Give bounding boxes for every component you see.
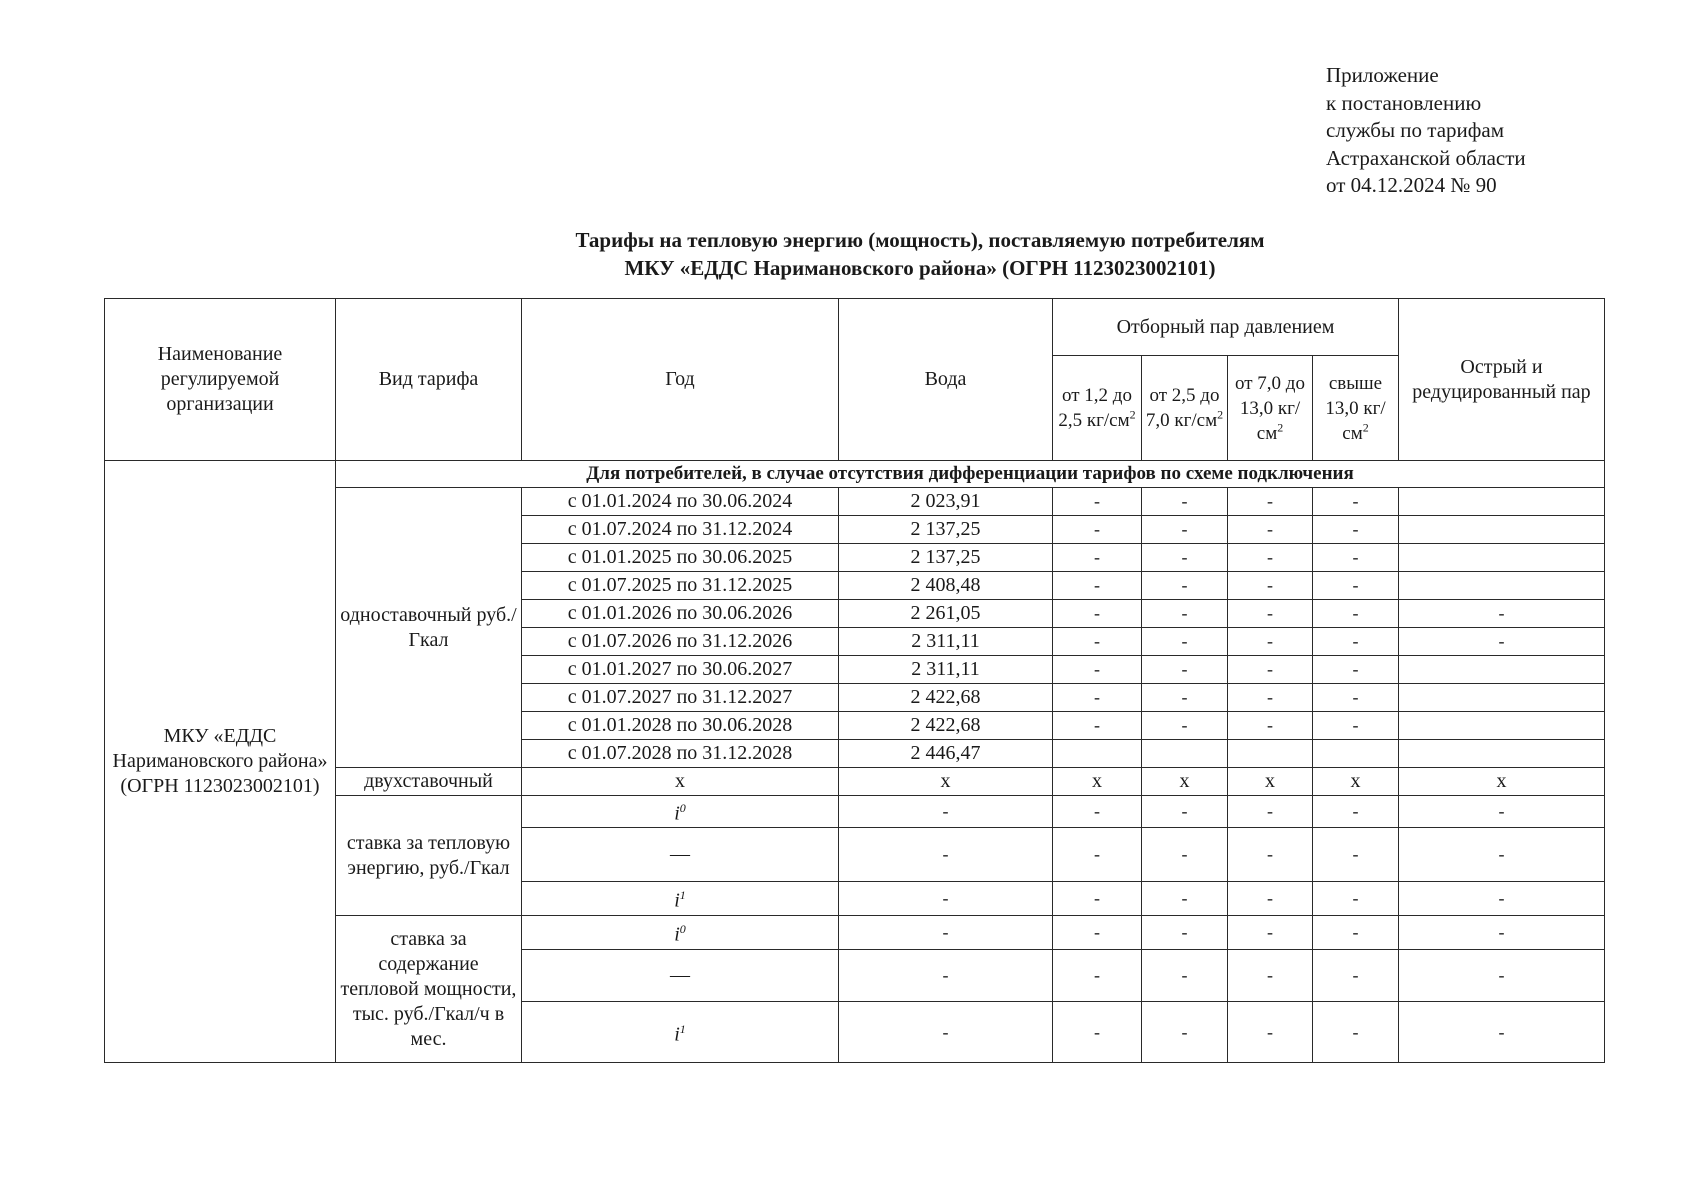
sharp-empty-cell [1399,488,1605,516]
dash-cell: - [1142,796,1228,828]
empty-cell [1313,740,1399,768]
period-cell: с 01.07.2025 по 31.12.2025 [522,572,839,600]
dash-cell: - [1142,656,1228,684]
header-row [105,299,1605,356]
period-cell: с 01.07.2026 по 31.12.2026 [522,628,839,656]
appendix-line-4: Астраханской области [1326,145,1526,170]
single-rate-label: одноставочный руб./Гкал [336,488,522,768]
capacity-rate-label: ставка за содержание тепловой мощности, тыс. руб./Гкал/ч в мес. [336,916,522,1063]
water-cell: 2 311,11 [839,628,1053,656]
water-cell: 2 422,68 [839,684,1053,712]
empty-cell [1142,740,1228,768]
header-steam: Отборный пар давлением [1053,299,1399,356]
sharp-empty-cell [1399,516,1605,544]
header-water: Вода [839,299,1053,461]
dash-cell: - [1399,916,1605,950]
dash-cell: - [1228,656,1313,684]
water-cell: 2 311,11 [839,656,1053,684]
dash-cell: - [1142,600,1228,628]
x-cell: x [1399,768,1605,796]
sharp-empty-cell [1399,712,1605,740]
dash-cell: - [839,1002,1053,1063]
index-cell: $i^0$ [522,916,839,950]
dash-cell: - [1228,1002,1313,1063]
dash-cell: - [839,828,1053,882]
dash-cell: - [1053,572,1142,600]
dash-cell: - [1053,950,1142,1002]
x-cell: x [1228,768,1313,796]
sharp-dash-cell: - [1399,628,1605,656]
dash-cell: - [1313,684,1399,712]
dash-cell: - [1228,572,1313,600]
dash-cell: - [1399,882,1605,916]
two-rate-label: двухставочный [336,768,522,796]
water-cell: 2 446,47 [839,740,1053,768]
period-cell: с 01.07.2028 по 31.12.2028 [522,740,839,768]
dash-cell: - [1142,828,1228,882]
empty-cell [1228,740,1313,768]
appendix-line-1: Приложение [1326,63,1439,87]
dash-cell: - [1053,684,1142,712]
dash-cell: - [1399,828,1605,882]
header-pressure-3: от 7,0 до 13,0 $кг/см^2$ [1228,356,1313,461]
index-cell: $i^0$ [522,796,839,828]
dash-cell: - [1313,488,1399,516]
dash-cell: - [1142,516,1228,544]
dash-cell: - [1142,628,1228,656]
period-cell: с 01.07.2027 по 31.12.2027 [522,684,839,712]
dash-cell: - [1313,882,1399,916]
index-line-cell: — [522,950,839,1002]
dash-cell: - [1399,796,1605,828]
dash-cell: - [1142,1002,1228,1063]
appendix-line-2: к постановлению [1326,90,1482,115]
dash-cell: - [1228,600,1313,628]
appendix-line-5: от 04.12.2024 № 90 [1326,173,1497,197]
water-cell: 2 422,68 [839,712,1053,740]
dash-cell: - [839,796,1053,828]
period-cell: с 01.01.2025 по 30.06.2025 [522,544,839,572]
period-cell: с 01.07.2024 по 31.12.2024 [522,516,839,544]
period-cell: с 01.01.2027 по 30.06.2027 [522,656,839,684]
dash-cell: - [1142,712,1228,740]
header-pressure-2: от 2,5 до 7,0 $кг/см^2$ [1142,356,1228,461]
x-cell: x [522,768,839,796]
dash-cell: - [1313,544,1399,572]
index-line-cell: — [522,828,839,882]
dash-cell: - [1313,628,1399,656]
sharp-dash-cell: - [1399,600,1605,628]
dash-cell: - [1053,828,1142,882]
energy-rate-label: ставка за тепловую энергию, руб./Гкал [336,796,522,916]
index-cell: $i^1$ [522,882,839,916]
dash-cell: - [839,916,1053,950]
dash-cell: - [1142,488,1228,516]
dash-cell: - [1228,544,1313,572]
water-cell: 2 137,25 [839,544,1053,572]
water-cell: 2 408,48 [839,572,1053,600]
dash-cell: - [1053,488,1142,516]
title-line-1: Тарифы на тепловую энергию (мощность), поставляемую потребителям [575,228,1265,252]
water-cell: 2 023,91 [839,488,1053,516]
dash-cell: - [1228,488,1313,516]
header-org: Наименование регулируемой организации [105,299,336,461]
org-name-cell: МКУ «ЕДДС Наримановского района» (ОГРН 1123023002101) [105,461,336,1063]
period-cell: с 01.01.2024 по 30.06.2024 [522,488,839,516]
water-cell: 2 261,05 [839,600,1053,628]
appendix-line-3: службы по тарифам [1326,118,1504,142]
dash-cell: - [1313,828,1399,882]
dash-cell: - [1228,828,1313,882]
dash-cell: - [1313,796,1399,828]
dash-cell: - [1053,916,1142,950]
appendix-block [1326,62,1526,200]
dash-cell: - [1228,916,1313,950]
dash-cell: - [1142,544,1228,572]
dash-cell: - [1228,516,1313,544]
dash-cell: - [839,882,1053,916]
sharp-empty-cell [1399,740,1605,768]
sharp-empty-cell [1399,656,1605,684]
dash-cell: - [1142,916,1228,950]
dash-cell: - [1313,572,1399,600]
period-cell: с 01.01.2026 по 30.06.2026 [522,600,839,628]
x-cell: x [1313,768,1399,796]
dash-cell: - [1313,916,1399,950]
dash-cell: - [1053,796,1142,828]
dash-cell: - [1313,516,1399,544]
section-heading: Для потребителей, в случае отсутствия дифференциации тарифов по схеме подключения [336,461,1605,488]
dash-cell: - [1142,572,1228,600]
title-line-2: МКУ «ЕДДС Наримановского района» (ОГРН 1123023002101) [624,256,1216,280]
dash-cell: - [1228,712,1313,740]
dash-cell: - [1053,882,1142,916]
header-pressure-1: от 1,2 до 2,5 $кг/см^2$ [1053,356,1142,461]
dash-cell: - [839,950,1053,1002]
dash-cell: - [1228,628,1313,656]
dash-cell: - [1142,684,1228,712]
header-type: Вид тарифа [336,299,522,461]
dash-cell: - [1142,950,1228,1002]
dash-cell: - [1313,712,1399,740]
dash-cell: - [1053,712,1142,740]
dash-cell: - [1228,882,1313,916]
dash-cell: - [1053,1002,1142,1063]
dash-cell: - [1399,950,1605,1002]
period-cell: с 01.01.2028 по 30.06.2028 [522,712,839,740]
dash-cell: - [1399,1002,1605,1063]
water-cell: 2 137,25 [839,516,1053,544]
dash-cell: - [1053,656,1142,684]
index-cell: $i^1$ [522,1002,839,1063]
header-sharp-steam: Острый и редуцированный пар [1399,299,1605,461]
sharp-empty-cell [1399,544,1605,572]
document-title [0,226,1697,282]
dash-cell: - [1313,656,1399,684]
dash-cell: - [1313,950,1399,1002]
sharp-empty-cell [1399,684,1605,712]
x-cell: x [839,768,1053,796]
header-year: Год [522,299,839,461]
dash-cell: - [1053,600,1142,628]
dash-cell: - [1313,600,1399,628]
empty-cell [1053,740,1142,768]
dash-cell: - [1142,882,1228,916]
x-cell: x [1053,768,1142,796]
dash-cell: - [1053,544,1142,572]
sharp-empty-cell [1399,572,1605,600]
dash-cell: - [1228,796,1313,828]
section-row [105,461,1605,488]
dash-cell: - [1228,950,1313,1002]
dash-cell: - [1053,628,1142,656]
dash-cell: - [1313,1002,1399,1063]
dash-cell: - [1228,684,1313,712]
header-pressure-4: свыше 13,0 $кг/см^2$ [1313,356,1399,461]
tariff-table [104,298,1605,1063]
dash-cell: - [1053,516,1142,544]
x-cell: x [1142,768,1228,796]
